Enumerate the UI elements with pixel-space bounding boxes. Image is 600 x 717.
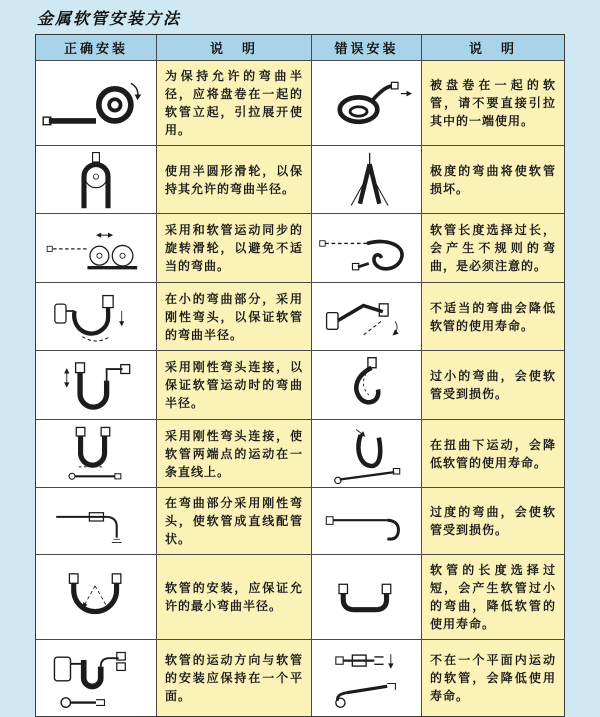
over-bent-hose-end-hook-icon	[315, 493, 419, 549]
header-correct-install: 正确安装	[63, 41, 128, 56]
correct-illustration-cell	[36, 351, 156, 419]
minimum-bend-radius-u-hose-icon	[39, 567, 153, 627]
header-correct-note: 说 明	[156, 35, 311, 60]
page-title: 金属软管安装方法	[37, 9, 182, 28]
table-row	[36, 639, 564, 716]
over-long-hose-irregular-loop-icon	[315, 218, 419, 278]
hose-bent-to-sharp-point-icon	[315, 151, 419, 209]
hose-moving-out-of-plane-icon	[315, 645, 419, 711]
correct-description: 在小的弯曲部分，采用刚性弯头，以保证软管的弯曲半径。	[156, 283, 311, 350]
wrong-description: 软管长度选择过长，会产生不规则的弯曲，是必须注意的。	[421, 214, 564, 282]
wrong-description: 极度的弯曲将使软管损坏。	[421, 146, 564, 213]
correct-description: 采用刚性弯头连接，使软管两端点的运动在一条直线上。	[156, 420, 311, 487]
wrong-illustration-cell	[311, 146, 421, 213]
wrong-illustration-cell	[311, 488, 421, 554]
wrong-description: 不适当的弯曲会降低软管的使用寿命。	[421, 283, 564, 350]
wrong-description: 过小的弯曲，会使软管受到损伤。	[421, 351, 564, 419]
correct-description: 在弯曲部分采用刚性弯头，使软管成直线配管状。	[156, 488, 311, 554]
hose-motion-in-same-plane-trap-icon	[39, 644, 153, 712]
correct-description: 采用刚性弯头连接，以保证软管运动时的弯曲半径。	[156, 351, 311, 419]
too-short-hose-flat-u-icon	[315, 569, 419, 625]
table-row	[36, 350, 564, 419]
improper-sharp-kink-between-fittings-icon	[315, 288, 419, 346]
rigid-elbow-at-small-bend-icon	[39, 287, 153, 347]
wrong-description: 在扭曲下运动，会降低软管的使用寿命。	[421, 420, 564, 487]
wrong-illustration-cell	[311, 640, 421, 716]
correct-illustration-cell	[36, 61, 156, 145]
header-wrong-note: 说 明	[421, 35, 564, 60]
wrong-description: 被盘卷在一起的软管，请不要直接引拉其中的一端使用。	[421, 61, 564, 145]
hose-over-semicircular-pulley-icon	[39, 150, 153, 210]
installation-table	[35, 34, 565, 717]
wrong-illustration-cell	[311, 283, 421, 350]
wrong-description: 过度的弯曲，会使软管受到损伤。	[421, 488, 564, 554]
u-hose-moving-under-twist-icon	[315, 424, 419, 484]
table-header-row	[36, 35, 564, 60]
correct-illustration-cell	[36, 214, 156, 282]
correct-description: 采用和软管运动同步的旋转滑轮，以避免不适当的弯曲。	[156, 214, 311, 282]
correct-illustration-cell	[36, 283, 156, 350]
table-row	[36, 145, 564, 213]
correct-illustration-cell	[36, 420, 156, 487]
correct-description: 软管的安装，应保证允许的最小弯曲半径。	[156, 555, 311, 639]
wrong-description: 不在一个平面内运动的软管，会降低使用寿命。	[421, 640, 564, 716]
wrong-description: 软管的长度选择过短，会产生软管过小的弯曲，降低软管的使用寿命。	[421, 555, 564, 639]
coiled-hose-pulled-from-one-end-icon	[315, 72, 419, 134]
correct-description: 使用半圆形滑轮，以保持其允许的弯曲半径。	[156, 146, 311, 213]
correct-description: 为保持允许的弯曲半径，应将盘卷在一起的软管立起，引拉展开使用。	[156, 61, 311, 145]
table-row	[36, 487, 564, 554]
table-row	[36, 60, 564, 145]
table-row	[36, 282, 564, 350]
u-hose-endpoints-moving-in-line-icon	[39, 424, 153, 484]
header-wrong-install: 错误安装	[311, 35, 421, 60]
correct-illustration-cell	[36, 146, 156, 213]
table-row	[36, 213, 564, 282]
table-row	[36, 554, 564, 639]
wrong-illustration-cell	[311, 420, 421, 487]
coiled-hose-stood-up-and-unrolled-icon	[39, 70, 153, 136]
correct-illustration-cell	[36, 555, 156, 639]
rigid-elbow-connection-moving-hose-icon	[39, 354, 153, 416]
table-row	[36, 419, 564, 487]
wrong-illustration-cell	[311, 214, 421, 282]
wrong-illustration-cell	[311, 555, 421, 639]
straight-piping-with-rigid-elbow-icon	[39, 492, 153, 550]
correct-illustration-cell	[36, 488, 156, 554]
wrong-illustration-cell	[311, 351, 421, 419]
hose-hook-bend-too-small-icon	[315, 355, 419, 415]
wrong-illustration-cell	[311, 61, 421, 145]
correct-illustration-cell	[36, 640, 156, 716]
correct-description: 软管的运动方向与软管的安装应保持在一个平面。	[156, 640, 311, 716]
hose-on-synchronized-rotating-pulleys-icon	[39, 218, 153, 278]
